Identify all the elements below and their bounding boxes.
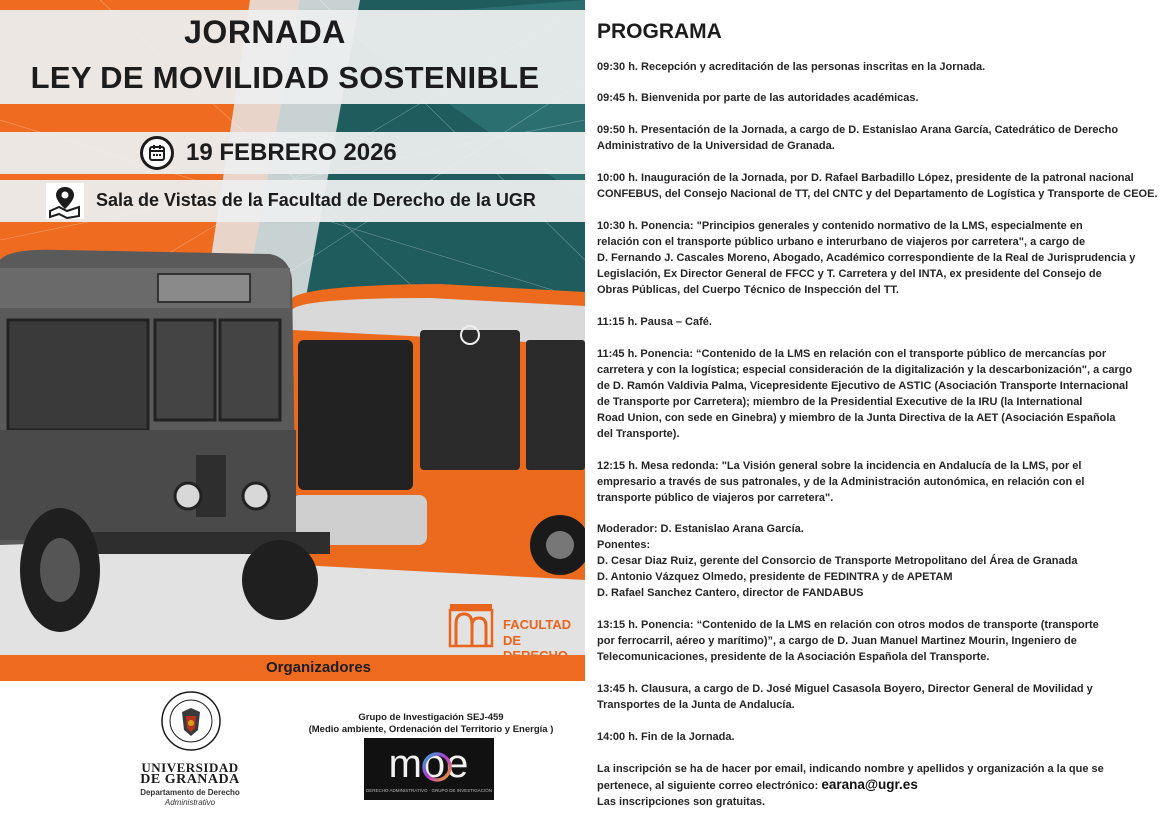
program-line: de Transporte por Carretera); miembro de la Presidential Executive de la IRU (la International [597, 396, 1083, 408]
program-line: 14:00 h. Fin de la Jornada. [597, 731, 735, 743]
faculty-arch-logo [448, 602, 494, 648]
program-line: D. Antonio Vázquez Olmedo, presidente de FEDINTRA y de APETAM [597, 571, 953, 583]
program-line: D. Rafael Sanchez Cantero, director de FANDABUS [597, 587, 864, 599]
program-line: Obras Públicas, del Cuerpo Técnico de Inspección del TT. [597, 284, 899, 296]
program-line: D. Cesar Diaz Ruiz, gerente del Consorcio de Transporte Metropolitano del Área de Granada [597, 555, 1078, 567]
program-line: 12:15 h. Mesa redonda: "La Visión general sobre la incidencia en Andalucía de la LMS, por el [597, 460, 1082, 472]
registration-line2 [597, 777, 1165, 794]
program-line: transporte público de viajeros por carretera". [597, 492, 834, 504]
map-pin-icon [46, 183, 84, 219]
registration-email[interactable]: earana@ugr.es [821, 777, 918, 792]
program-panel [585, 0, 1170, 830]
program-line: 10:00 h. Inauguración de la Jornada, por D. Rafael Barbadillo López, presidente de la patronal nacional [597, 172, 1134, 184]
registration-line2-text: pertenece, al siguiente correo electrónico: [597, 780, 822, 792]
program-item [597, 729, 1165, 745]
program-line: 13:45 h. Clausura, a cargo de D. José Miguel Casasola Boyero, Director General de Movilidad y [597, 683, 1093, 695]
research-group-subtitle: (Medio ambiente, Ordenación del Territorio y Energía ) [308, 724, 554, 735]
ugr-seal-logo [160, 690, 222, 752]
program-line: Legislación, Ex Director General de FFCC y T. Carretera y del INTA, ex presidente del Consejo de [597, 268, 1102, 280]
program-line: D. Fernando J. Cascales Moreno, Abogado, Académico correspondiente de la Real de Jurisprudencia y [597, 252, 1136, 264]
organizers-label: Organizadores [265, 659, 372, 676]
program-line: Road Union, con sede en Ginebra) y miembro de la Junta Directiva de la AET (Asociación Española [597, 412, 1116, 424]
registration-line3: Las inscripciones son gratuitas. [597, 796, 766, 808]
moe-logo [364, 738, 494, 800]
program-line: 11:15 h. Pausa – Café. [597, 316, 712, 328]
poster-title-jornada: JORNADA [184, 14, 346, 50]
poster-title-law: LEY DE MOVILIDAD SOSTENIBLE [30, 60, 540, 95]
program-line: 09:30 h. Recepción y acreditación de las personas inscritas en la Jornada. [597, 61, 986, 73]
moe-logo-subtext: DERECHO ADMINISTRATIVO · GRUPO DE INVESTIGACIÓN [366, 788, 492, 793]
ugr-department-line1: Departamento de Derecho [140, 788, 240, 797]
program-line: CONFEBUS, del Consejo Nacional de TT, del CNTC y del Departamento de Logística y Transporte de CEOE. [597, 188, 1158, 200]
program-line: 09:50 h. Presentación de la Jornada, a cargo de D. Estanislao Arana García, Catedrático de Derecho [597, 124, 1119, 136]
program-line: Transportes de la Junta de Andalucía. [597, 699, 795, 711]
registration-note [597, 761, 1165, 810]
moe-logo-text: moe [388, 742, 470, 786]
program-line: del Transporte). [597, 428, 680, 440]
program-item [597, 59, 1165, 75]
program-line: Telecomunicaciones, presidente de la Asociación Española del Transporte. [597, 651, 990, 663]
program-item [597, 122, 1165, 154]
ugr-name-line1: UNIVERSIDAD [141, 760, 239, 775]
program-line: Ponentes: [597, 539, 651, 551]
program-line: empresario a través de sus patronales, y de la Administración autonómica, en relación con el [597, 476, 1085, 488]
registration-line1: La inscripción se ha de hacer por email, indicando nombre y apellidos y organización a la que se [597, 763, 1104, 775]
program-line: Moderador: D. Estanislao Arana García. [597, 523, 804, 535]
research-group-title: Grupo de Investigación SEJ-459 [358, 712, 504, 723]
program-line: 11:45 h. Ponencia: “Contenido de la LMS en relación con el transporte público de mercancías por [597, 348, 1107, 360]
program-line: 09:45 h. Bienvenida por parte de las autoridades académicas. [597, 92, 919, 104]
modern-bus-illustration [287, 284, 585, 580]
program-item [597, 90, 1165, 106]
program-item [597, 346, 1165, 442]
event-venue: Sala de Vistas de la Facultad de Derecho de la UGR [96, 190, 536, 210]
program-item [597, 521, 1165, 601]
program-line: por ferrocarril, aéreo y marítimo)”, a cargo de D. Juan Manuel Martinez Mourin, Ingeniero de [597, 635, 1077, 647]
program-line: Administrativo de la Universidad de Granada. [597, 140, 835, 152]
program-title: PROGRAMA [597, 20, 722, 43]
program-item [597, 218, 1165, 298]
ugr-department-line2: Administrativo [164, 798, 216, 807]
program-item [597, 170, 1165, 202]
calendar-icon [140, 136, 174, 170]
program-line: de D. Ramón Valdivia Palma, Vicepresidente Ejecutivo de ASTIC (Asociación Transporte Internacional [597, 380, 1129, 392]
program-item [597, 617, 1165, 665]
event-date: 19 FEBRERO 2026 [186, 139, 397, 166]
faculty-logo-text-1: FACULTAD [503, 617, 572, 632]
ugr-name-line2: DE GRANADA [140, 772, 240, 787]
program-line: relación con el transporte público urbano e interurbano de viajeros por carretera", a cargo de [597, 236, 1086, 248]
program-line: 13:15 h. Ponencia: “Contenido de la LMS en relación con otros modos de transporte (transporte [597, 619, 1099, 631]
program-item [597, 458, 1165, 506]
program-line: 10:30 h. Ponencia: "Principios generales y contenido normativo de la LMS, especialmente en [597, 220, 1083, 232]
program-item [597, 314, 1165, 330]
program-item [597, 681, 1165, 713]
faculty-logo-text-2: DE [503, 633, 522, 648]
program-line: carretera y con la logística; especial consideración de la digitalización y la descarbonización", a cargo [597, 364, 1133, 376]
